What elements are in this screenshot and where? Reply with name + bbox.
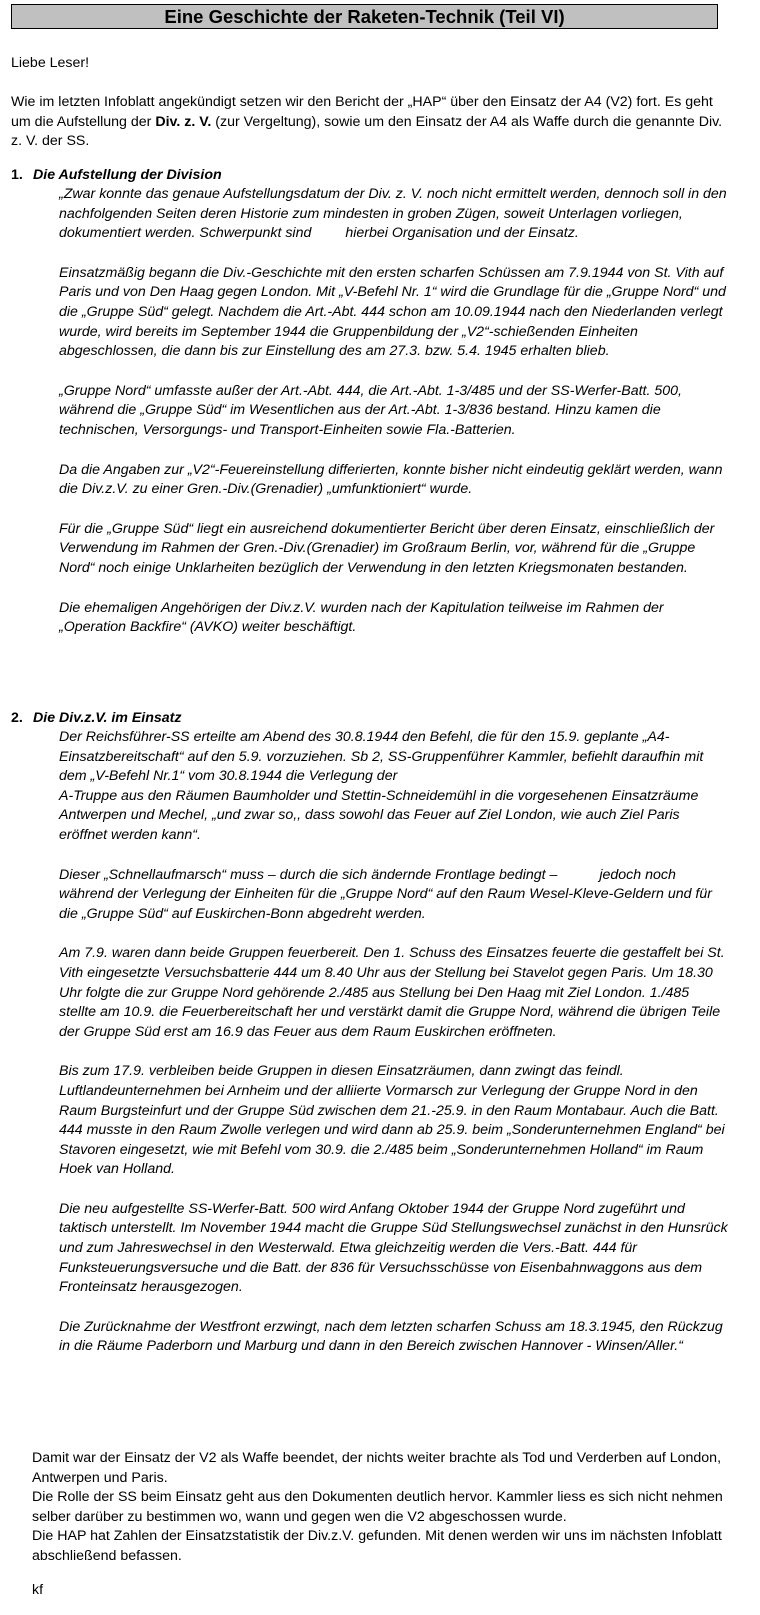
section-heading-1 [11,166,222,186]
closing-paragraph: Die HAP hat Zahlen der Einsatzstatistik der Div.z.V. gefunden. Mit denen werden wir uns im nächsten Infoblatt abschließend befassen. [32,1528,722,1564]
intro-paragraph [11,93,731,152]
section-heading-text: Die Aufstellung der Division [33,167,222,183]
section-number: 2. [11,710,23,726]
paragraph: Der Reichsführer-SS erteilte am Abend des 30.8.1944 den Befehl, die für den 15.9. geplante „A4-Einsatzbereitschaft“ auf den 5.9. vorzuziehen. Sb 2, SS-Gruppenführer Kammler, befiehlt daraufhin mit dem „V-Befehl Nr.1“ vom 30.8.1944 die Verlegung der A-Truppe aus den Räumen Baumholder und Stettin-Schneidemühl in die vorgesehenen Einsatzräume Antwerpen und Mechel, „und zwar so,, dass sowohl das Feuer auf Ziel London, wie auch Ziel Paris eröffnet werden kann“. [59,729,704,843]
closing-paragraph: Die Rolle der SS beim Einsatz geht aus den Dokumenten deutlich hervor. Kammler liess es sich nicht nehmen selber darüber zu bestimmen wo, wann und gegen wen die V2 abgeschossen wurde. [32,1489,723,1525]
section-2-body [59,728,729,1377]
page-title: Eine Geschichte der Raketen-Technik (Teil VI) [11,4,718,29]
section-heading-2 [11,709,182,729]
paragraph: Dieser „Schnellaufmarsch“ muss – durch die sich ändernde Frontlage bedingt – jedoch noch während der Verlegung der Einheiten für die „Gruppe Nord“ auf den Raum Wesel-Kleve-Geldern und für die „Gruppe Süd“ auf Euskirchen-Bonn abgedreht werden. [59,866,712,922]
intro-text-continued: (zur Vergeltung), sowie um den Einsatz der A4 als Waffe durch die genannte Div. z. V. der SS. [11,113,723,150]
paragraph: „Gruppe Nord“ umfasste außer der Art.-Abt. 444, die Art.-Abt. 1-3/485 und der SS-Werfer-Batt. 500, während die „Gruppe Süd“ im Wesentlichen aus der Art.-Abt. 1-3/836 bestand. Hinzu kamen die technischen, Versorgungs- und Transport-Einheiten sowie Fla.-Batterien. [59,382,682,438]
section-number: 1. [11,167,23,183]
paragraph: Bis zum 17.9. verbleiben beide Gruppen in diesen Einsatzräumen, dann zwingt das feindl. Luftlandeunternehmen bei Arnheim und der alliierte Vormarsch zur Verlegung der Gruppe Nord in den Raum Burgsteinfurt und der Gruppe Süd zwischen dem 21.-25.9. in den Raum Montabaur. Auch die Batt. 444 musste in den Raum Zwolle verlegen und wird dann ab 25.9. beim „Sonderunternehmen England“ bei Stavoren eingesetzt, wie mit Befehl vom 30.9. die 2./485 beim „Sonderunternehmen Holland“ im Raum Hoek van Holland. [59,1063,725,1178]
paragraph: Am 7.9. waren dann beide Gruppen feuerbereit. Den 1. Schuss des Einsatzes feuerte die gestaffelt bei St. Vith eingesetzte Versuchsbatterie 444 um 8.40 Uhr aus der Stellung bei Stavelot gegen Paris. Um 18.30 Uhr folgte die zur Gruppe Nord gehörende 2./485 aus Stellung bei Den Haag mit Ziel London. 1./485 stellte am 10.9. die Feuerbereitschaft her und verstärkt damit die Gruppe Nord, während die übrigen Teile der Gruppe Süd erst am 16.9 das Feuer aus dem Raum Euskirchen eröffneten. [59,945,725,1040]
paragraph: Die Zurücknahme der Westfront erzwingt, nach dem letzten scharfen Schuss am 18.3.1945, den Rückzug in die Räume Paderborn und Marburg und dann in den Bereich zwischen Hannover - Winsen/Aller.“ [59,1318,723,1355]
section-1-body [59,185,729,658]
intro-bold-text: Div. z. V. [155,113,212,130]
closing-paragraph: Damit war der Einsatz der V2 als Waffe beendet, der nichts weiter brachte als Tod und Verderben auf London, Antwerpen und Paris. [32,1450,722,1486]
closing-text [32,1449,732,1567]
paragraph: Die ehemaligen Angehörigen der Div.z.V. wurden nach der Kapitulation teilweise im Rahmen der „Operation Backfire“ (AVKO) weiter beschäftigt. [59,599,664,636]
greeting: Liebe Leser! [11,55,90,71]
paragraph: Die neu aufgestellte SS-Werfer-Batt. 500 wird Anfang Oktober 1944 der Gruppe Nord zugeführt und taktisch unterstellt. Im November 1944 macht die Gruppe Süd Stellungswechsel zunächst in den Hunsrück und zum Jahreswechsel in den Westerwald. Etwa gleichzeitig werden die Vers.-Batt. 444 für Funksteuerungsversuche und die Batt. der 836 für Versuchsschüsse von Eisenbahnwaggons aus dem Fronteinsatz herausgezogen. [59,1200,728,1296]
paragraph: „Zwar konnte das genaue Aufstellungsdatum der Div. z. V. noch nicht ermittelt werden, dennoch soll in den nachfolgenden Seiten deren Historie zum mindesten in groben Zügen, soweit Unterlagen vorliegen, dokumentiert werden. Schwerpunkt sind hierbei Organisation und der Einsatz. [59,186,727,242]
paragraph: Da die Angaben zur „V2“-Feuereinstellung differierten, konnte bisher nicht eindeutig geklärt werden, wann die Div.z.V. zu einer Gren.-Div.(Grenadier) „umfunktioniert“ wurde. [59,461,723,498]
paragraph: Einsatzmäßig begann die Div.-Geschichte mit den ersten scharfen Schüssen am 7.9.1944 von St. Vith auf Paris und von Den Haag gegen London. Mit „V-Befehl Nr. 1“ wird die Grundlage für die „Gruppe Nord“ und die „Gruppe Süd“ gelegt. Nachdem die Art.-Abt. 444 schon am 10.09.1944 nach den Niederlanden verlegt wurde, wird bereits im September 1944 die Gruppenbildung der „V2“-schießenden Einheiten abgeschlossen, die dann bis zur Einstellung des am 27.3. bzw. 5.4. 1945 erhalten blieb. [59,264,726,360]
paragraph: Für die „Gruppe Süd“ liegt ein ausreichend dokumentierter Bericht über deren Einsatz, einschließlich der Verwendung im Rahmen der Gren.-Div.(Grenadier) im Großraum Berlin, vor, während für die „Gruppe Nord“ noch einige Unklarheiten bezüglich der Verwendung in den letzten Kriegsmonaten bestanden. [59,520,715,576]
intro-text: Wie im letzten Infoblatt angekündigt setzen wir den Bericht der „HAP“ über den Einsatz der A4 (V2) fort. Es geht um die Aufstellung der [11,94,713,130]
signature: kf [32,1582,44,1598]
section-heading-text: Die Div.z.V. im Einsatz [33,710,182,726]
